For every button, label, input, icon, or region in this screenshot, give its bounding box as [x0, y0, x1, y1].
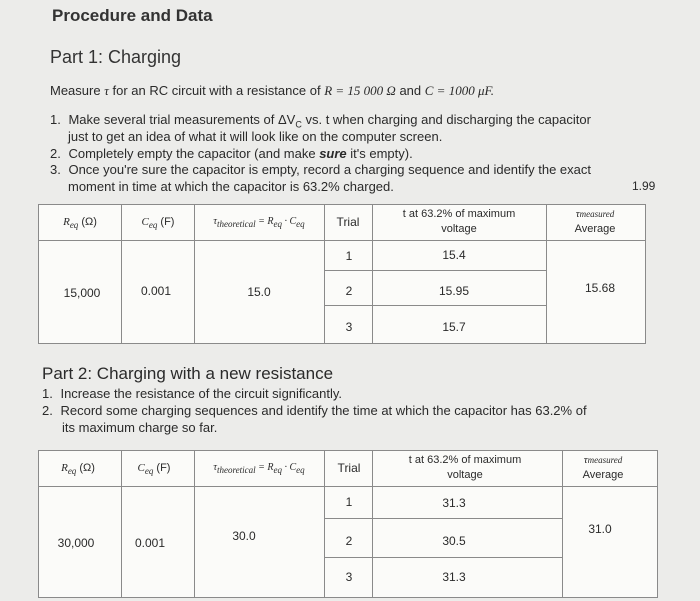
trial-time: 31.3: [442, 496, 466, 510]
tau-measured-average: 15.68: [584, 281, 616, 295]
header-ceq: $C_{eq}$ (F): [137, 462, 171, 477]
trial-number: 1: [345, 249, 353, 263]
tau-symbol: τ: [104, 83, 109, 98]
trial-time: 15.4: [442, 248, 466, 262]
trial-time: 30.5: [442, 534, 466, 548]
step-number: 1.: [42, 386, 53, 401]
step-text: Record some charging sequences and identify the time at which the capacitor has 63.2% of: [60, 403, 587, 418]
step-text-b: it's empty).: [346, 146, 413, 161]
trial-number: 3: [345, 570, 353, 584]
header-t-at-632: t at 63.2% of maximum voltage: [408, 454, 522, 481]
side-note: 1.99: [632, 179, 656, 193]
header-tau-theoretical: $\tau_{theoretical} = R_{eq} \cdot C_{eq}$: [213, 462, 305, 475]
header-req: $R_{eq}$ (Ω): [61, 462, 95, 477]
step-2: [50, 145, 413, 162]
header-req: $R_{eq}$ (Ω): [63, 216, 97, 231]
part1-heading: Part 1: Charging: [50, 47, 182, 67]
intro-resistance: R = 15 000 Ω: [324, 83, 396, 98]
trial-number: 2: [345, 534, 353, 548]
intro-middle: for an RC circuit with a resistance of: [112, 83, 321, 98]
step-text: Completely empty the capacitor (and make: [68, 146, 320, 161]
step-text: Once you're sure the capacitor is empty, record a charging sequence and identify the exact: [68, 162, 592, 177]
header-tau-measured: τmeasured Average: [574, 208, 616, 235]
tau-theoretical-value: 30.0: [232, 529, 256, 543]
req-value: 30,000: [57, 536, 95, 550]
part2-heading: Part 2: Charging with a new resistance: [42, 364, 334, 383]
header-tau-measured: τmeasured Average: [582, 454, 624, 481]
step-3-cont: moment in time at which the capacitor is 63.2% charged.: [68, 179, 394, 194]
step-text: Make several trial measurements of ΔV: [68, 112, 296, 127]
intro-prefix: Measure: [50, 83, 101, 98]
tau-theoretical-value: 15.0: [247, 285, 271, 299]
trial-number: 2: [345, 284, 353, 298]
step-number: 2.: [50, 146, 61, 161]
ceq-value: 0.001: [134, 536, 166, 550]
ceq-value: 0.001: [140, 284, 172, 298]
trial-time: 15.95: [438, 284, 470, 298]
step-3: [50, 161, 591, 178]
page-title: Procedure and Data: [52, 6, 213, 25]
header-trial: Trial: [337, 461, 361, 475]
trial-number: 3: [345, 320, 353, 334]
req-value: 15,000: [63, 286, 101, 300]
trial-time: 31.3: [442, 570, 466, 584]
step-sub: C: [295, 119, 302, 130]
header-ceq: $C_{eq}$ (F): [141, 216, 175, 231]
trial-number: 1: [345, 495, 353, 509]
step-text: Increase the resistance of the circuit significantly.: [60, 386, 343, 401]
header-trial: Trial: [336, 215, 360, 229]
intro-and: and: [399, 83, 422, 98]
p2-step-1: [42, 385, 342, 402]
header-tau-theoretical: $\tau_{theoretical} = R_{eq} \cdot C_{eq}$: [213, 216, 305, 229]
step-number: 2.: [42, 403, 53, 418]
step-emphasis: sure: [319, 146, 347, 161]
step-number: 1.: [50, 112, 61, 127]
header-t-at-632: t at 63.2% of maximum voltage: [402, 208, 516, 235]
step-1-cont: just to get an idea of what it will look like on the computer screen.: [68, 129, 443, 144]
part2-table: [38, 450, 658, 598]
p2-step-2-cont: its maximum charge so far.: [62, 420, 218, 435]
part1-table: [38, 204, 646, 344]
p2-step-2: [42, 402, 587, 419]
step-text-b: vs. t when charging and discharging the capacitor: [301, 112, 591, 127]
part1-intro: [50, 83, 494, 99]
intro-capacitance: C = 1000 μF.: [424, 83, 494, 98]
step-number: 3.: [50, 162, 61, 177]
trial-time: 15.7: [442, 320, 466, 334]
tau-measured-average: 31.0: [588, 522, 612, 536]
